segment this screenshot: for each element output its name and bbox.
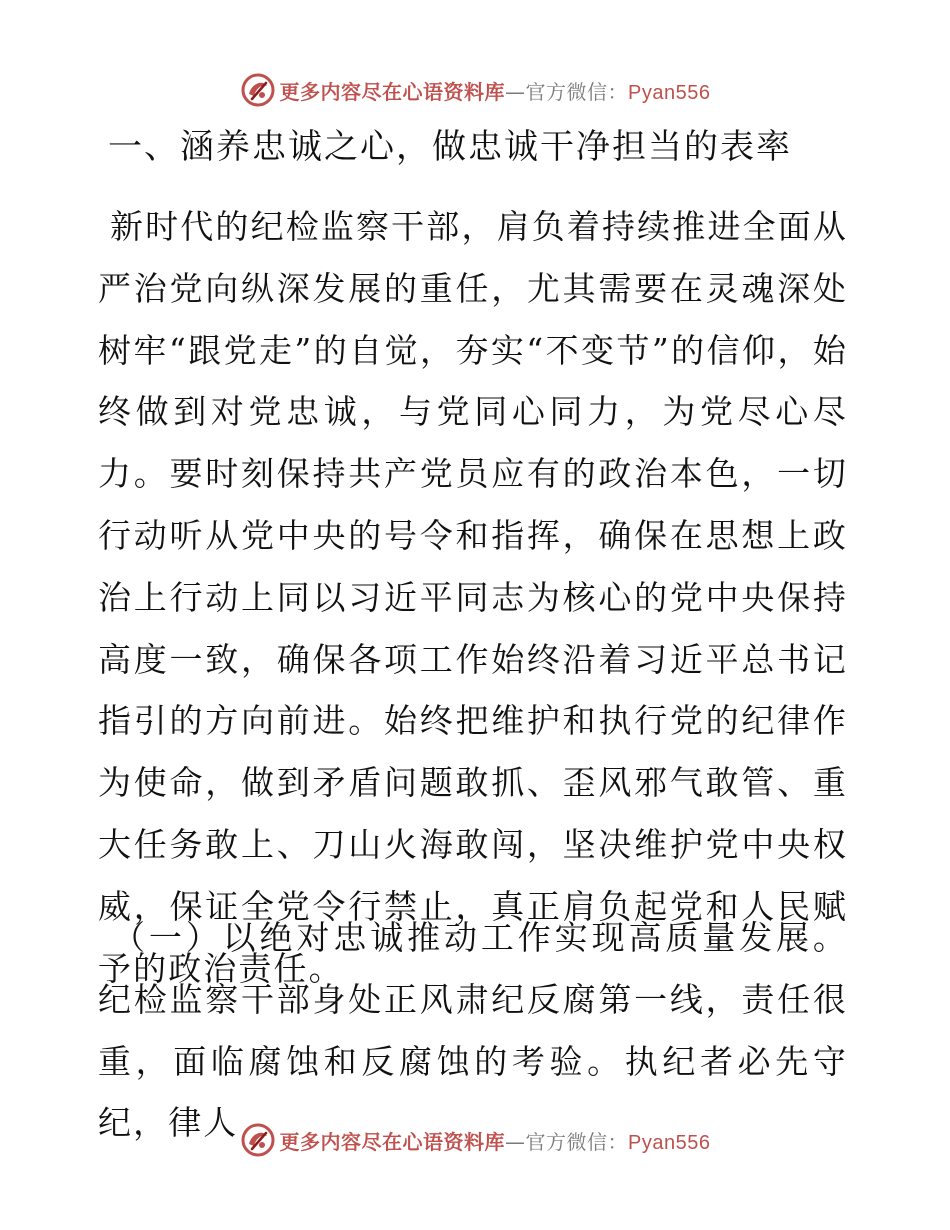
swirl-logo-icon	[240, 1122, 276, 1158]
banner-wechat-label: 官方微信：	[525, 79, 629, 104]
banner-wechat-id: Pyan556	[628, 1131, 711, 1154]
body-paragraph-2: （一）以绝对忠诚推动工作实现高质量发展。纪检监察干部身处正风肃纪反腐第一线，责任很重，面临腐蚀和反腐蚀的考验。执纪者必先守纪，律人	[98, 918, 848, 1143]
footer-banner	[0, 1120, 950, 1160]
banner-site-name: 更多内容尽在心语资料库	[279, 79, 506, 104]
banner-text	[280, 76, 711, 105]
swirl-logo-icon	[240, 72, 276, 108]
banner-text	[280, 1126, 711, 1155]
section-heading: 一、涵养忠诚之心，做忠诚干净担当的表率	[108, 127, 792, 167]
banner-site-name: 更多内容尽在心语资料库	[279, 1129, 506, 1154]
banner-wechat-id: Pyan556	[628, 81, 711, 104]
banner-dash: —	[505, 1129, 526, 1154]
banner-wechat-label: 官方微信：	[525, 1129, 629, 1154]
body-paragraph-1: 新时代的纪检监察干部，肩负着持续推进全面从严治党向纵深发展的重任，尤其需要在灵魂深处树牢“跟党走”的自觉，夯实“不变节”的信仰，始终做到对党忠诚，与党同心同力，为党尽心尽力。要时刻保持共产党员应有的政治本色，一切行动听从党中央的号令和指挥，确保在思想上政治上行动上同以习近平同志为核心的党中央保持高度一致，确保各项工作始终沿着习近平总书记指引的方向前进。始终把维护和执行党的纪律作为使命，做到矛盾问题敢抓、歪风邪气敢管、重大任务敢上、刀山火海敢闯，坚决维护党中央权威，保证全党令行禁止，真正肩负起党和人民赋予的政治责任。	[98, 207, 848, 988]
banner-dash: —	[505, 79, 526, 104]
header-banner	[0, 70, 950, 110]
